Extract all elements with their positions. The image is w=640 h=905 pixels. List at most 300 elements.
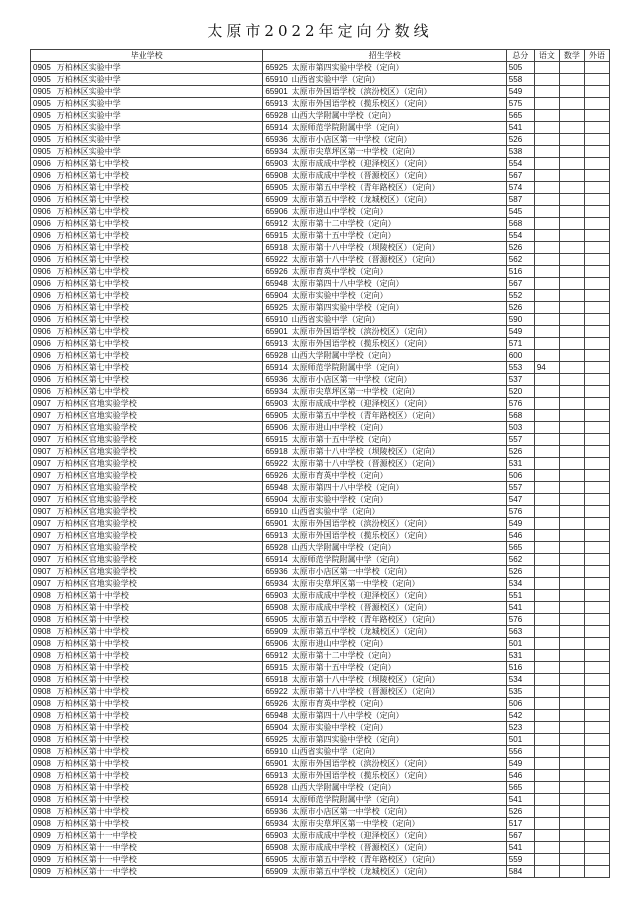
total-score-cell: 520	[506, 386, 534, 398]
chinese-score-cell	[534, 650, 559, 662]
graduating-school-name: 万柏林区第七中学校	[56, 230, 129, 240]
enrolling-school-cell	[263, 710, 506, 722]
enrolling-school-cell	[263, 266, 506, 278]
math-score-cell	[559, 554, 584, 566]
enrolling-school-code: 65904	[265, 494, 288, 504]
total-score-cell: 538	[506, 146, 534, 158]
enrolling-school-name: 山西大学附属中学校（定向）	[291, 350, 396, 360]
enrolling-school-name: 太原市进山中学校（定向）	[291, 422, 388, 432]
enrolling-school-code: 65925	[265, 734, 288, 744]
graduating-school-code: 0907	[33, 506, 51, 516]
table-row	[31, 854, 610, 866]
enrolling-school-name: 太原市外国语学校（揽乐校区）（定向）	[291, 98, 432, 108]
graduating-school-name: 万柏林区第十中学校	[56, 674, 129, 684]
total-score-cell: 562	[506, 554, 534, 566]
english-score-cell	[584, 398, 609, 410]
total-score-cell: 562	[506, 254, 534, 266]
table-row	[31, 446, 610, 458]
english-score-cell	[584, 722, 609, 734]
math-score-cell	[559, 278, 584, 290]
enrolling-school-cell	[263, 518, 506, 530]
enrolling-school-name: 太原市外国语学校（揽乐校区）（定向）	[291, 770, 432, 780]
enrolling-school-code: 65909	[265, 194, 288, 204]
header-english: 外语	[584, 50, 609, 62]
graduating-school-cell	[31, 626, 263, 638]
graduating-school-code: 0907	[33, 434, 51, 444]
enrolling-school-code: 65912	[265, 218, 288, 228]
graduating-school-cell	[31, 758, 263, 770]
graduating-school-code: 0906	[33, 386, 51, 396]
enrolling-school-code: 65926	[265, 266, 288, 276]
math-score-cell	[559, 398, 584, 410]
total-score-cell: 576	[506, 398, 534, 410]
math-score-cell	[559, 98, 584, 110]
graduating-school-cell	[31, 506, 263, 518]
chinese-score-cell	[534, 206, 559, 218]
enrolling-school-code: 65913	[265, 338, 288, 348]
enrolling-school-name: 太原市第五中学校（龙城校区）（定向）	[291, 866, 432, 876]
english-score-cell	[584, 302, 609, 314]
graduating-school-name: 万柏林区官地实验学校	[56, 434, 137, 444]
enrolling-school-name: 太原市第四十八中学校（定向）	[291, 482, 404, 492]
chinese-score-cell	[534, 62, 559, 74]
enrolling-school-code: 65910	[265, 746, 288, 756]
graduating-school-cell	[31, 770, 263, 782]
total-score-cell: 565	[506, 782, 534, 794]
math-score-cell	[559, 458, 584, 470]
enrolling-school-cell	[263, 602, 506, 614]
enrolling-school-name: 太原市第十八中学校（坝陵校区）（定向）	[291, 446, 440, 456]
total-score-cell: 534	[506, 674, 534, 686]
math-score-cell	[559, 74, 584, 86]
enrolling-school-cell	[263, 182, 506, 194]
graduating-school-code: 0908	[33, 674, 51, 684]
english-score-cell	[584, 782, 609, 794]
chinese-score-cell	[534, 530, 559, 542]
english-score-cell	[584, 698, 609, 710]
total-score-cell: 558	[506, 74, 534, 86]
graduating-school-cell	[31, 782, 263, 794]
enrolling-school-name: 太原市第五中学校（青年路校区）（定向）	[291, 182, 440, 192]
chinese-score-cell	[534, 518, 559, 530]
total-score-cell: 567	[506, 170, 534, 182]
math-score-cell	[559, 350, 584, 362]
english-score-cell	[584, 170, 609, 182]
english-score-cell	[584, 350, 609, 362]
total-score-cell: 587	[506, 194, 534, 206]
graduating-school-name: 万柏林区第十中学校	[56, 614, 129, 624]
math-score-cell	[559, 626, 584, 638]
graduating-school-cell	[31, 734, 263, 746]
graduating-school-code: 0909	[33, 830, 51, 840]
graduating-school-cell	[31, 722, 263, 734]
graduating-school-code: 0908	[33, 746, 51, 756]
graduating-school-code: 0908	[33, 734, 51, 744]
enrolling-school-name: 太原市育英中学校（定向）	[291, 266, 388, 276]
enrolling-school-name: 太原市外国语学校（滨汾校区）（定向）	[291, 86, 432, 96]
graduating-school-cell	[31, 266, 263, 278]
english-score-cell	[584, 254, 609, 266]
enrolling-school-cell	[263, 458, 506, 470]
enrolling-school-cell	[263, 494, 506, 506]
math-score-cell	[559, 566, 584, 578]
enrolling-school-code: 65903	[265, 398, 288, 408]
table-row	[31, 398, 610, 410]
enrolling-school-code: 65906	[265, 206, 288, 216]
graduating-school-name: 万柏林区第七中学校	[56, 362, 129, 372]
graduating-school-cell	[31, 314, 263, 326]
enrolling-school-cell	[263, 62, 506, 74]
enrolling-school-code: 65925	[265, 302, 288, 312]
graduating-school-code: 0906	[33, 230, 51, 240]
graduating-school-cell	[31, 542, 263, 554]
chinese-score-cell	[534, 386, 559, 398]
enrolling-school-name: 太原市第五中学校（龙城校区）（定向）	[291, 626, 432, 636]
table-row	[31, 182, 610, 194]
math-score-cell	[559, 194, 584, 206]
enrolling-school-cell	[263, 254, 506, 266]
enrolling-school-name: 太原市第十五中学校（定向）	[291, 662, 396, 672]
enrolling-school-name: 太原市第四十八中学校（定向）	[291, 278, 404, 288]
math-score-cell	[559, 542, 584, 554]
enrolling-school-code: 65918	[265, 242, 288, 252]
table-row	[31, 686, 610, 698]
enrolling-school-code: 65901	[265, 518, 288, 528]
enrolling-school-name: 太原市第十五中学校（定向）	[291, 230, 396, 240]
graduating-school-name: 万柏林区第七中学校	[56, 242, 129, 252]
graduating-school-code: 0905	[33, 62, 51, 72]
table-row	[31, 494, 610, 506]
english-score-cell	[584, 242, 609, 254]
enrolling-school-code: 65912	[265, 650, 288, 660]
chinese-score-cell	[534, 254, 559, 266]
enrolling-school-name: 太原市育英中学校（定向）	[291, 698, 388, 708]
total-score-cell: 537	[506, 374, 534, 386]
page-title: 太原市2022年定向分数线	[207, 22, 433, 40]
graduating-school-cell	[31, 866, 263, 878]
chinese-score-cell	[534, 398, 559, 410]
table-row	[31, 146, 610, 158]
table-row	[31, 326, 610, 338]
table-row	[31, 254, 610, 266]
graduating-school-cell	[31, 86, 263, 98]
total-score-cell: 542	[506, 710, 534, 722]
enrolling-school-code: 65904	[265, 290, 288, 300]
enrolling-school-cell	[263, 422, 506, 434]
total-score-cell: 546	[506, 530, 534, 542]
graduating-school-name: 万柏林区第十中学校	[56, 662, 129, 672]
english-score-cell	[584, 626, 609, 638]
table-row	[31, 290, 610, 302]
chinese-score-cell	[534, 506, 559, 518]
enrolling-school-code: 65903	[265, 830, 288, 840]
enrolling-school-name: 太原市进山中学校（定向）	[291, 638, 388, 648]
enrolling-school-code: 65918	[265, 674, 288, 684]
graduating-school-code: 0906	[33, 338, 51, 348]
graduating-school-name: 万柏林区第七中学校	[56, 158, 129, 168]
enrolling-school-name: 太原市成成中学校（迎泽校区）（定向）	[291, 398, 432, 408]
math-score-cell	[559, 374, 584, 386]
enrolling-school-cell	[263, 146, 506, 158]
total-score-cell: 576	[506, 506, 534, 518]
total-score-cell: 590	[506, 314, 534, 326]
chinese-score-cell	[534, 578, 559, 590]
graduating-school-name: 万柏林区第七中学校	[56, 218, 129, 228]
chinese-score-cell	[534, 314, 559, 326]
enrolling-school-name: 太原市成成中学校（晋源校区）（定向）	[291, 842, 432, 852]
total-score-cell: 531	[506, 458, 534, 470]
graduating-school-name: 万柏林区第十中学校	[56, 734, 129, 744]
chinese-score-cell	[534, 770, 559, 782]
graduating-school-name: 万柏林区第七中学校	[56, 182, 129, 192]
enrolling-school-code: 65948	[265, 278, 288, 288]
english-score-cell	[584, 506, 609, 518]
enrolling-school-cell	[263, 578, 506, 590]
total-score-cell: 559	[506, 854, 534, 866]
table-row	[31, 758, 610, 770]
graduating-school-name: 万柏林区第十中学校	[56, 698, 129, 708]
total-score-cell: 554	[506, 230, 534, 242]
enrolling-school-name: 太原市第四实验中学校（定向）	[291, 734, 404, 744]
chinese-score-cell	[534, 350, 559, 362]
table-row	[31, 158, 610, 170]
total-score-cell: 549	[506, 326, 534, 338]
enrolling-school-cell	[263, 326, 506, 338]
enrolling-school-cell	[263, 410, 506, 422]
chinese-score-cell	[534, 74, 559, 86]
graduating-school-cell	[31, 350, 263, 362]
table-row	[31, 410, 610, 422]
enrolling-school-cell	[263, 338, 506, 350]
chinese-score-cell	[534, 710, 559, 722]
graduating-school-name: 万柏林区官地实验学校	[56, 458, 137, 468]
math-score-cell	[559, 182, 584, 194]
english-score-cell	[584, 134, 609, 146]
graduating-school-name: 万柏林区第十中学校	[56, 650, 129, 660]
graduating-school-name: 万柏林区第七中学校	[56, 290, 129, 300]
total-score-cell: 526	[506, 134, 534, 146]
enrolling-school-code: 65910	[265, 314, 288, 324]
english-score-cell	[584, 746, 609, 758]
table-row	[31, 218, 610, 230]
chinese-score-cell	[534, 842, 559, 854]
total-score-cell: 547	[506, 494, 534, 506]
chinese-score-cell	[534, 302, 559, 314]
chinese-score-cell	[534, 590, 559, 602]
graduating-school-code: 0909	[33, 866, 51, 876]
enrolling-school-cell	[263, 866, 506, 878]
graduating-school-cell	[31, 686, 263, 698]
table-row	[31, 602, 610, 614]
chinese-score-cell	[534, 458, 559, 470]
enrolling-school-cell	[263, 278, 506, 290]
graduating-school-code: 0906	[33, 194, 51, 204]
graduating-school-cell	[31, 110, 263, 122]
chinese-score-cell	[534, 494, 559, 506]
english-score-cell	[584, 554, 609, 566]
math-score-cell	[559, 338, 584, 350]
english-score-cell	[584, 266, 609, 278]
enrolling-school-cell	[263, 386, 506, 398]
table-row	[31, 62, 610, 74]
enrolling-school-name: 太原市第十八中学校（坝陵校区）（定向）	[291, 674, 440, 684]
graduating-school-name: 万柏林区官地实验学校	[56, 554, 137, 564]
graduating-school-name: 万柏林区官地实验学校	[56, 470, 137, 480]
graduating-school-name: 万柏林区实验中学	[56, 62, 121, 72]
chinese-score-cell	[534, 602, 559, 614]
table-row	[31, 350, 610, 362]
table-row	[31, 638, 610, 650]
table-row	[31, 542, 610, 554]
enrolling-school-name: 太原师范学院附属中学（定向）	[291, 122, 404, 132]
total-score-cell: 556	[506, 746, 534, 758]
graduating-school-name: 万柏林区第十中学校	[56, 686, 129, 696]
enrolling-school-name: 太原市第五中学校（龙城校区）（定向）	[291, 194, 432, 204]
graduating-school-name: 万柏林区官地实验学校	[56, 530, 137, 540]
graduating-school-name: 万柏林区第十中学校	[56, 770, 129, 780]
enrolling-school-name: 山西大学附属中学校（定向）	[291, 782, 396, 792]
enrolling-school-cell	[263, 758, 506, 770]
enrolling-school-name: 太原市第五中学校（青年路校区）（定向）	[291, 410, 440, 420]
chinese-score-cell	[534, 722, 559, 734]
table-row	[31, 470, 610, 482]
chinese-score-cell	[534, 338, 559, 350]
enrolling-school-code: 65925	[265, 62, 288, 72]
chinese-score-cell	[534, 554, 559, 566]
total-score-cell: 545	[506, 206, 534, 218]
chinese-score-cell	[534, 218, 559, 230]
english-score-cell	[584, 62, 609, 74]
math-score-cell	[559, 146, 584, 158]
table-row	[31, 230, 610, 242]
english-score-cell	[584, 530, 609, 542]
graduating-school-cell	[31, 146, 263, 158]
enrolling-school-cell	[263, 638, 506, 650]
total-score-cell: 549	[506, 86, 534, 98]
enrolling-school-code: 65928	[265, 110, 288, 120]
chinese-score-cell	[534, 746, 559, 758]
enrolling-school-code: 65905	[265, 410, 288, 420]
graduating-school-cell	[31, 566, 263, 578]
enrolling-school-cell	[263, 134, 506, 146]
enrolling-school-name: 山西大学附属中学校（定向）	[291, 110, 396, 120]
enrolling-school-name: 太原市育英中学校（定向）	[291, 470, 388, 480]
enrolling-school-code: 65934	[265, 818, 288, 828]
total-score-cell: 517	[506, 818, 534, 830]
math-score-cell	[559, 710, 584, 722]
graduating-school-cell	[31, 590, 263, 602]
total-score-cell: 554	[506, 158, 534, 170]
total-score-cell: 526	[506, 242, 534, 254]
total-score-cell: 506	[506, 698, 534, 710]
english-score-cell	[584, 410, 609, 422]
math-score-cell	[559, 494, 584, 506]
graduating-school-code: 0908	[33, 626, 51, 636]
graduating-school-cell	[31, 158, 263, 170]
math-score-cell	[559, 110, 584, 122]
chinese-score-cell	[534, 230, 559, 242]
chinese-score-cell	[534, 98, 559, 110]
table-row	[31, 614, 610, 626]
total-score-cell: 563	[506, 626, 534, 638]
graduating-school-code: 0906	[33, 290, 51, 300]
graduating-school-cell	[31, 602, 263, 614]
enrolling-school-name: 太原市外国语学校（揽乐校区）（定向）	[291, 530, 432, 540]
enrolling-school-cell	[263, 590, 506, 602]
english-score-cell	[584, 182, 609, 194]
english-score-cell	[584, 794, 609, 806]
enrolling-school-cell	[263, 362, 506, 374]
enrolling-school-name: 山西省实验中学（定向）	[291, 506, 380, 516]
total-score-cell: 568	[506, 410, 534, 422]
graduating-school-cell	[31, 410, 263, 422]
enrolling-school-code: 65936	[265, 374, 288, 384]
math-score-cell	[559, 662, 584, 674]
enrolling-school-cell	[263, 530, 506, 542]
enrolling-school-cell	[263, 506, 506, 518]
table-row	[31, 110, 610, 122]
graduating-school-name: 万柏林区第十中学校	[56, 818, 129, 828]
graduating-school-cell	[31, 842, 263, 854]
graduating-school-cell	[31, 74, 263, 86]
enrolling-school-code: 65934	[265, 578, 288, 588]
graduating-school-code: 0908	[33, 770, 51, 780]
enrolling-school-cell	[263, 74, 506, 86]
chinese-score-cell	[534, 278, 559, 290]
graduating-school-cell	[31, 806, 263, 818]
english-score-cell	[584, 110, 609, 122]
graduating-school-cell	[31, 518, 263, 530]
graduating-school-cell	[31, 122, 263, 134]
enrolling-school-cell	[263, 290, 506, 302]
total-score-cell: 501	[506, 638, 534, 650]
enrolling-school-name: 太原市外国语学校（滨汾校区）（定向）	[291, 518, 432, 528]
graduating-school-code: 0905	[33, 98, 51, 108]
table-row	[31, 386, 610, 398]
graduating-school-code: 0908	[33, 818, 51, 828]
math-score-cell	[559, 482, 584, 494]
graduating-school-code: 0908	[33, 722, 51, 732]
total-score-cell: 565	[506, 542, 534, 554]
graduating-school-cell	[31, 98, 263, 110]
chinese-score-cell	[534, 830, 559, 842]
enrolling-school-name: 太原市第四十八中学校（定向）	[291, 710, 404, 720]
math-score-cell	[559, 122, 584, 134]
chinese-score-cell	[534, 662, 559, 674]
graduating-school-code: 0906	[33, 302, 51, 312]
enrolling-school-name: 太原市外国语学校（滨汾校区）（定向）	[291, 758, 432, 768]
math-score-cell	[559, 806, 584, 818]
enrolling-school-name: 太原市尖草坪区第一中学校（定向）	[291, 146, 420, 156]
graduating-school-name: 万柏林区官地实验学校	[56, 446, 137, 456]
graduating-school-code: 0907	[33, 530, 51, 540]
enrolling-school-cell	[263, 122, 506, 134]
graduating-school-cell	[31, 674, 263, 686]
english-score-cell	[584, 446, 609, 458]
math-score-cell	[559, 614, 584, 626]
chinese-score-cell	[534, 818, 559, 830]
enrolling-school-cell	[263, 434, 506, 446]
enrolling-school-cell	[263, 206, 506, 218]
graduating-school-cell	[31, 290, 263, 302]
math-score-cell	[559, 422, 584, 434]
graduating-school-name: 万柏林区第七中学校	[56, 254, 129, 264]
math-score-cell	[559, 674, 584, 686]
graduating-school-code: 0907	[33, 470, 51, 480]
total-score-cell: 546	[506, 770, 534, 782]
table-row	[31, 710, 610, 722]
graduating-school-name: 万柏林区实验中学	[56, 122, 121, 132]
